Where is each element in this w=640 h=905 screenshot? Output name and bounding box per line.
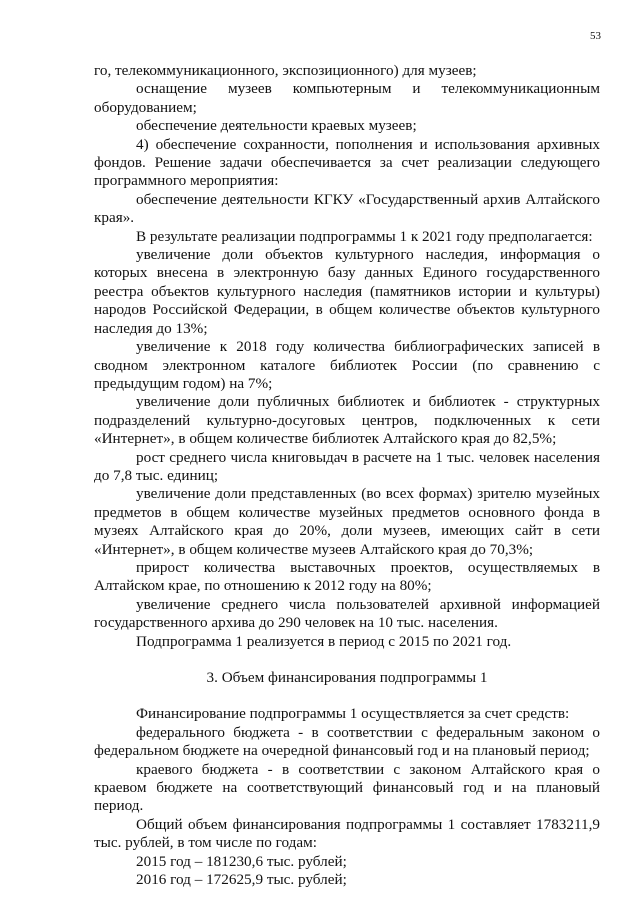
paragraph: Подпрограмма 1 реализуется в период с 2015 по 2021 год. (136, 632, 512, 650)
body-text-bottom (94, 705, 600, 889)
section-gap (94, 687, 600, 705)
paragraph: увеличение среднего числа пользователей архивной информацией государственного архива до 290 человек на 10 тыс. населения. (94, 595, 600, 632)
body-text-top (94, 62, 600, 651)
paragraph: 2015 год – 181230,6 тыс. рублей; (136, 852, 347, 870)
paragraph: федерального бюджета - в соответствии с федеральным законом о федеральном бюджете на очередной финансовый год и на плановый период; (94, 723, 600, 760)
paragraph: 4) обеспечение сохранности, пополнения и использования архивных фондов. Решение задачи обеспечивается за счет реализации следующего программного мероприятия: (94, 135, 600, 190)
paragraph: краевого бюджета - в соответствии с законом Алтайского края о краевом бюджете на соответствующий финансовый год и на плановый период. (94, 760, 600, 815)
paragraph: Финансирование подпрограммы 1 осуществляется за счет средств: (136, 705, 570, 723)
paragraph: увеличение доли публичных библиотек и библиотек - структурных подразделений культурно-досуговых центров, подключенных к сети «Интернет», в общем количестве библиотек Алтайского края до 82,5%; (94, 393, 600, 448)
paragraph: Общий объем финансирования подпрограммы 1 составляет 1783211,9 тыс. рублей, в том числе по годам: (94, 815, 600, 852)
section-gap (94, 651, 600, 669)
paragraph: го, телекоммуникационного, экспозиционного) для музеев; (94, 62, 477, 79)
document-body (94, 62, 600, 889)
paragraph: прирост количества выставочных проектов, осуществляемых в Алтайском крае, по отношению к 2012 году на 80%; (94, 558, 600, 595)
paragraph: увеличение доли объектов культурного наследия, информация о которых внесена в электронную базу данных Единого государственного реестра объектов культурного наследия (памятников истории и культуры) народов Российской Федерации, в общем количестве объектов культурного наследия до 13%; (94, 246, 600, 337)
paragraph: увеличение к 2018 году количества библиографических записей в сводном электронном каталоге библиотек России (по сравнению с предыдущим годом) на 7%; (94, 338, 600, 392)
paragraph: 2016 год – 172625,9 тыс. рублей; (136, 871, 347, 889)
page-number: 53 (590, 30, 601, 42)
paragraph: увеличение доли представленных (во всех формах) зрителю музейных предметов в общем количестве музейных предметов основного фонда в музеях Алтайского края до 20%, доли музеев, имеющих сайт в сети «Интернет», в общем количестве музеев Алтайского края до 70,3%; (94, 485, 600, 558)
section-heading: 3. Объем финансирования подпрограммы 1 (206, 669, 488, 686)
paragraph: В результате реализации подпрограммы 1 к 2021 году предполагается: (136, 227, 593, 245)
paragraph: обеспечение деятельности КГКУ «Государственный архив Алтайского края». (94, 190, 600, 227)
paragraph: рост среднего числа книговыдач в расчете на 1 тыс. человек населения до 7,8 тыс. единиц; (94, 448, 600, 484)
paragraph: оснащение музеев компьютерным и телекоммуникационным оборудованием; (94, 80, 600, 116)
paragraph: обеспечение деятельности краевых музеев; (136, 117, 417, 135)
